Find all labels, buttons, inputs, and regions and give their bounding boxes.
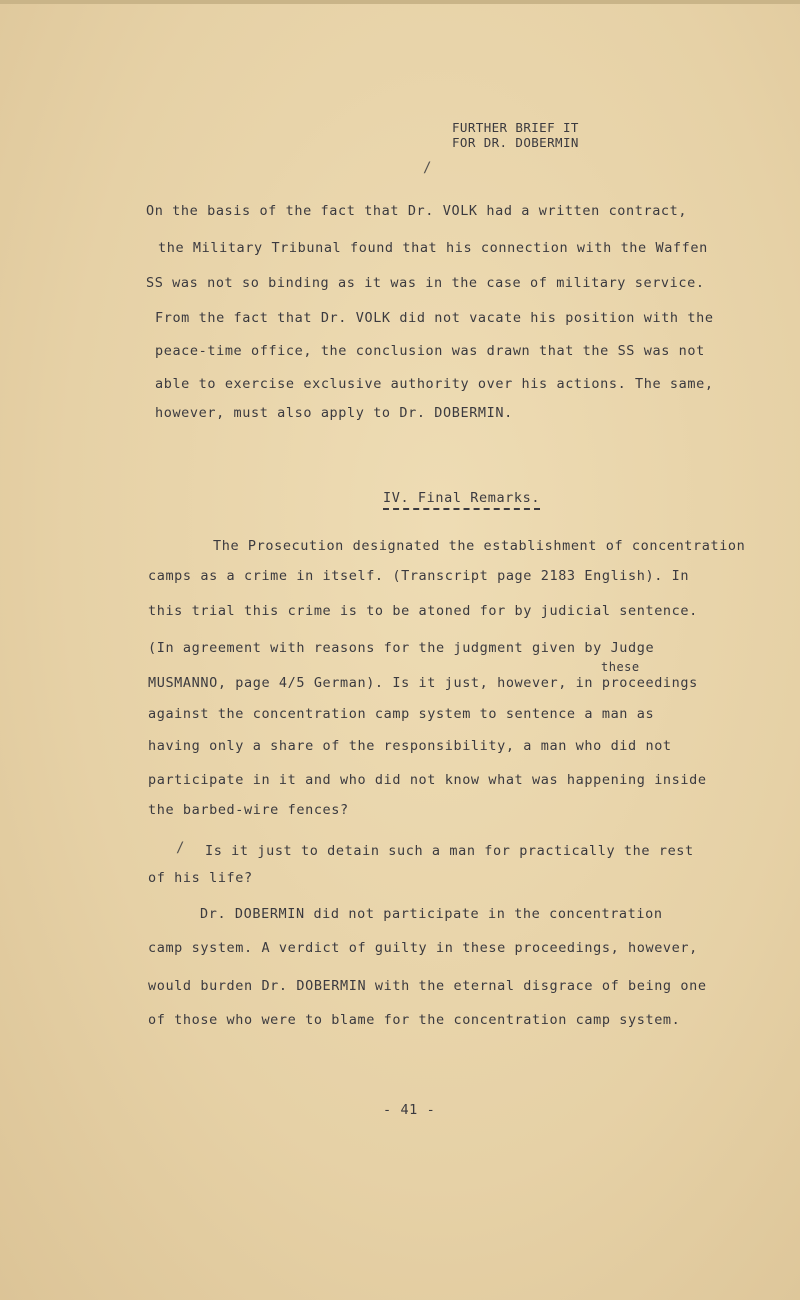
paragraph4-line: would burden Dr. DOBERMIN with the eternal disgrace of being one xyxy=(148,978,707,994)
paragraph2-line: the barbed-wire fences? xyxy=(148,802,349,818)
heading-underline xyxy=(383,508,540,510)
paragraph2-line: (In agreement with reasons for the judgment given by Judge xyxy=(148,640,655,656)
paragraph1-line: From the fact that Dr. VOLK did not vacate his position with the xyxy=(155,310,714,326)
brief-title-line1: FURTHER BRIEF IT xyxy=(452,120,579,135)
page-edge xyxy=(0,0,800,4)
paragraph2-line: camps as a crime in itself. (Transcript page 2183 English). In xyxy=(148,568,690,584)
paragraph2-line: against the concentration camp system to sentence a man as xyxy=(148,706,655,722)
paragraph1-line: the Military Tribunal found that his connection with the Waffen xyxy=(158,240,708,256)
pencil-check-icon: / xyxy=(423,160,432,176)
paragraph2-line: participate in it and who did not know what was happening inside xyxy=(148,772,707,788)
paragraph2-line: The Prosecution designated the establishment of concentration xyxy=(213,538,746,554)
brief-title-line2: FOR DR. DOBERMIN xyxy=(452,135,579,150)
paragraph4-line: camp system. A verdict of guilty in these proceedings, however, xyxy=(148,940,698,956)
page-number: - 41 - xyxy=(383,1102,436,1118)
paragraph2-line: this trial this crime is to be atoned for by judicial sentence. xyxy=(148,603,698,619)
paragraph2-line: having only a share of the responsibility, a man who did not xyxy=(148,738,672,754)
section-heading: IV. Final Remarks. xyxy=(383,490,541,506)
paragraph1-line: able to exercise exclusive authority over his actions. The same, xyxy=(155,376,714,392)
handwritten-insertion: these xyxy=(601,660,640,674)
paragraph3-line: Is it just to detain such a man for practically the rest xyxy=(205,843,694,859)
margin-mark-icon: / xyxy=(176,840,185,856)
paragraph4-line: of those who were to blame for the concentration camp system. xyxy=(148,1012,681,1028)
paragraph4-line: Dr. DOBERMIN did not participate in the concentration xyxy=(200,906,663,922)
paragraph1-line: On the basis of the fact that Dr. VOLK had a written contract, xyxy=(146,203,688,219)
paragraph1-line: peace-time office, the conclusion was drawn that the SS was not xyxy=(155,343,705,359)
paragraph2-line: MUSMANNO, page 4/5 German). Is it just, however, in proceedings xyxy=(148,675,698,691)
paragraph1-line: however, must also apply to Dr. DOBERMIN. xyxy=(155,405,513,421)
paragraph1-line: SS was not so binding as it was in the case of military service. xyxy=(146,275,705,291)
paragraph3-line: of his life? xyxy=(148,870,253,886)
